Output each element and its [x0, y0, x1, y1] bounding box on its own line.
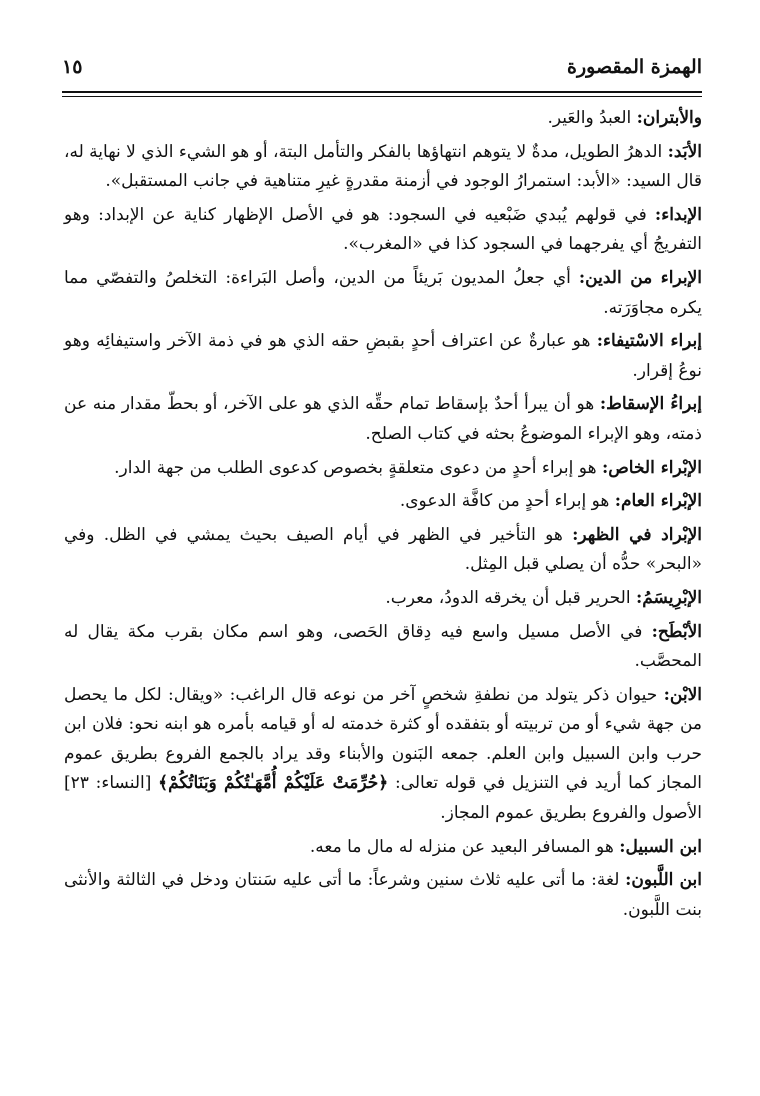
entry-abtah	[64, 618, 702, 677]
entry-term: الأبَد:	[667, 141, 702, 162]
quran-verse: ﴿حُرِّمَتْ عَلَيْكُمْ أُمَّهَـٰتُكُمْ وَبَنَاتُكُمْ﴾	[158, 773, 389, 794]
entry-definition: هو المسافر البعيد عن منزله له مال ما معه.	[309, 836, 620, 857]
running-header	[62, 52, 702, 88]
entry-definition: هو عبارةٌ عن اعتراف أحدٍ بقبضِ حقه الذي هو في ذمة الآخر واستيفائِه وهو نوعُ إقرار.	[64, 331, 702, 381]
entry-definition: في الأصل مسيل واسع فيه دِقاق الحَصى، وهو اسم مكان بقرب مكة يقال له المحصَّب.	[64, 621, 702, 672]
entry-ibda	[64, 201, 702, 260]
header-rule-thick	[62, 91, 702, 93]
entry-definition: في قولهم يُبدي ضَبْعيه في السجود: هو في الأصل الإظهار كناية عن الإبداد: وهو التفريجُ أي يفرجهما في السجود كذا في «المغرب».	[64, 204, 702, 255]
entry-term: الإبْراء الخاص:	[601, 457, 702, 478]
entry-term: الابْن:	[663, 684, 702, 705]
entry-ibrad	[64, 521, 702, 580]
entry-ibn	[64, 681, 702, 829]
entry-definition-continued: [النساء: ٢٣] الأصول والفروع بطريق عموم المجاز.	[64, 773, 702, 824]
entry-definition: أي جعلُ المديون بَريئاً من الدين، وأصل البَراءة: التخلصُ والتفصّي مما يكره مجاوَرَته.	[64, 267, 702, 318]
entry-term: ابن السبيل:	[619, 836, 702, 857]
entry-definition: هو إبراء أحدٍ من كافَّة الدعوى.	[399, 491, 615, 512]
entry-ibra-min-aldayn	[64, 264, 702, 323]
entry-term: إبراء الاسْتيفاء:	[596, 331, 702, 352]
entry-definition: حيوان ذكر يتولد من نطفةِ شخصٍ آخر من نوعه قال الراغب: «ويقال: لكل ما يحصل من جهة شيء أو من تربيته أو بتفقده أو كثرة خدمته له أو قيامه بأمره هو ابنه نحو: فلان ابن حرب وابن السبيل وابن العلم. جمعه البَنون والأبناء وقد يراد بالجمع الفروع بطريق عموم المجاز كما أريد في التنزيل في قوله تعالى:	[64, 684, 702, 794]
entry-definition: الحرير قبل أن يخرقه الدودُ، معرب.	[385, 587, 636, 608]
entry-term: الأبْطَح:	[651, 621, 702, 642]
entry-definition: لغة: ما أتى عليه ثلاث سنين وشرعاً: ما أتى عليه سَنتان ودخل في الثالثة والأنثى بنت اللَّبون.	[64, 870, 702, 920]
entry-abad	[64, 138, 702, 197]
page-number: ١٥	[62, 56, 83, 78]
entry-ibn-allabun	[64, 866, 702, 925]
entry-ibra-aam	[64, 487, 702, 517]
entry-term: الإبْراد في الظهر:	[572, 524, 702, 545]
header-rule-thin	[62, 96, 702, 97]
entry-term: الإبْراء العام:	[614, 491, 702, 512]
entry-ibn-alsabil	[64, 833, 702, 863]
entry-ibra-khas	[64, 454, 702, 484]
entry-ibrisam	[64, 584, 702, 614]
entry-definition: العبدُ والعَير.	[547, 108, 637, 128]
chapter-title: الهمزة المقصورة	[567, 56, 702, 78]
entry-ibra-alistifa	[64, 327, 702, 386]
entry-term: الإبداء:	[654, 204, 702, 225]
entry-definition: الدهرُ الطويل، مدةٌ لا يتوهم انتهاؤها بالفكر والتأمل البتة، أو هو الشيء الذي لا نهاية له، قال السيد: «الأبد: استمرارُ الوجود في أزمنة مقدرةٍ غيرِ متناهية في جانب المستقبل».	[64, 141, 702, 192]
entry-term: الإبراء من الدين:	[578, 267, 703, 288]
entry-term: إبراءُ الإسقاط:	[599, 394, 702, 415]
dictionary-entries	[64, 104, 702, 929]
entry-ibra-alisqat	[64, 390, 702, 449]
entry-definition: هو التأخير في الظهر في أيام الصيف بحيث يمشي في الظل. وفي «البحر» حدُّه أن يصلي قبل المِثل.	[64, 524, 702, 575]
entry-definition: هو أن يبرأ أحدٌ بإسقاط تمام حقِّه الذي هو على الآخر، أو بحطّ مقدار منه عن ذمته، وهو الإبراء الموضوعُ بحثه في كتاب الصلح.	[64, 394, 702, 444]
entry-definition: هو إبراء أحدٍ من دعوى متعلقةٍ بخصوص كدعوى الطلب من جهة الدار.	[114, 457, 602, 478]
entry-term: ابن اللَّبون:	[625, 870, 702, 891]
entry-abtaran	[64, 104, 702, 134]
entry-term: والأبتران:	[636, 108, 702, 128]
entry-term: الإبْرِيسَمُ:	[635, 587, 702, 608]
